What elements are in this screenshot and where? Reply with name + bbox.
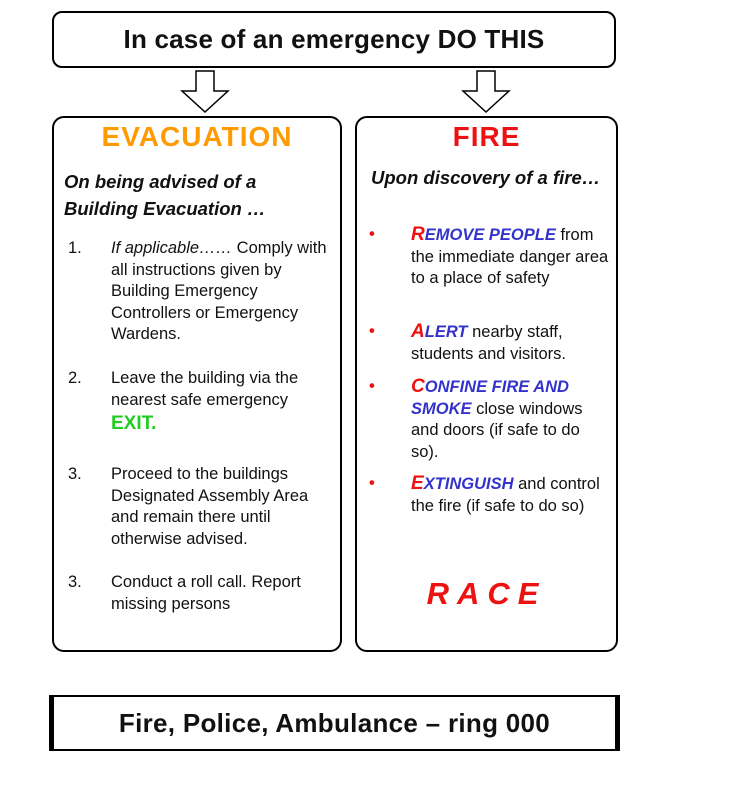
- keyword-initial: C: [411, 376, 425, 397]
- item-text: close windows and doors (if safe to do so).: [411, 399, 583, 461]
- keyword-initial: A: [411, 321, 425, 342]
- evacuation-intro: On being advised of a Building Evacuation …: [64, 171, 266, 219]
- bullet-icon: •: [369, 225, 375, 243]
- bullet-icon: •: [369, 377, 375, 395]
- step-number: 2.: [68, 369, 82, 387]
- bullet-icon: •: [369, 322, 375, 340]
- down-arrow-icon: [461, 70, 511, 114]
- evacuation-panel: [52, 116, 342, 652]
- keyword-initial: E: [411, 473, 424, 494]
- race-acronym: RACE: [426, 576, 547, 611]
- page-title: In case of an emergency DO THIS: [123, 24, 545, 54]
- exit-emphasis: EXIT.: [111, 413, 157, 434]
- item-text: from the immediate danger area to a place of safety: [411, 226, 609, 287]
- step-number: 3.: [68, 465, 82, 483]
- emergency-number: Fire, Police, Ambulance – ring 000: [118, 707, 551, 738]
- title-box: [52, 11, 616, 68]
- step-text: Leave the building via the nearest safe emergency: [111, 369, 299, 409]
- bullet-icon: •: [369, 474, 375, 492]
- fire-heading: FIRE: [452, 121, 521, 152]
- keyword-rest: LERT: [424, 323, 468, 341]
- fire-panel: [355, 116, 618, 652]
- emergency-number-box: [49, 695, 620, 751]
- keyword-rest: EMOVE PEOPLE: [424, 226, 556, 244]
- keyword-rest: ONFINE FIRE AND SMOKE: [411, 378, 569, 418]
- divider: [54, 695, 615, 697]
- step-lead: If applicable……: [111, 239, 233, 257]
- item-text: nearby staff, students and visitors.: [411, 323, 566, 363]
- step-number: 1.: [68, 239, 82, 257]
- step-text: Conduct a roll call. Report missing persons: [111, 573, 301, 613]
- divider: [54, 749, 615, 751]
- item-text: and control the fire (if safe to do so): [411, 475, 600, 515]
- step-text: Proceed to the buildings Designated Assembly Area and remain there until otherwise advised.: [111, 465, 309, 548]
- step-text: Comply with all instructions given by Building Emergency Controllers or Emergency Wardens.: [111, 239, 327, 343]
- keyword-initial: R: [411, 224, 425, 245]
- evacuation-heading: EVACUATION: [101, 121, 293, 152]
- keyword-rest: XTINGUISH: [423, 475, 514, 493]
- step-number: 3.: [68, 573, 82, 591]
- down-arrow-icon: [180, 70, 230, 114]
- fire-intro: Upon discovery of a fire…: [371, 167, 601, 188]
